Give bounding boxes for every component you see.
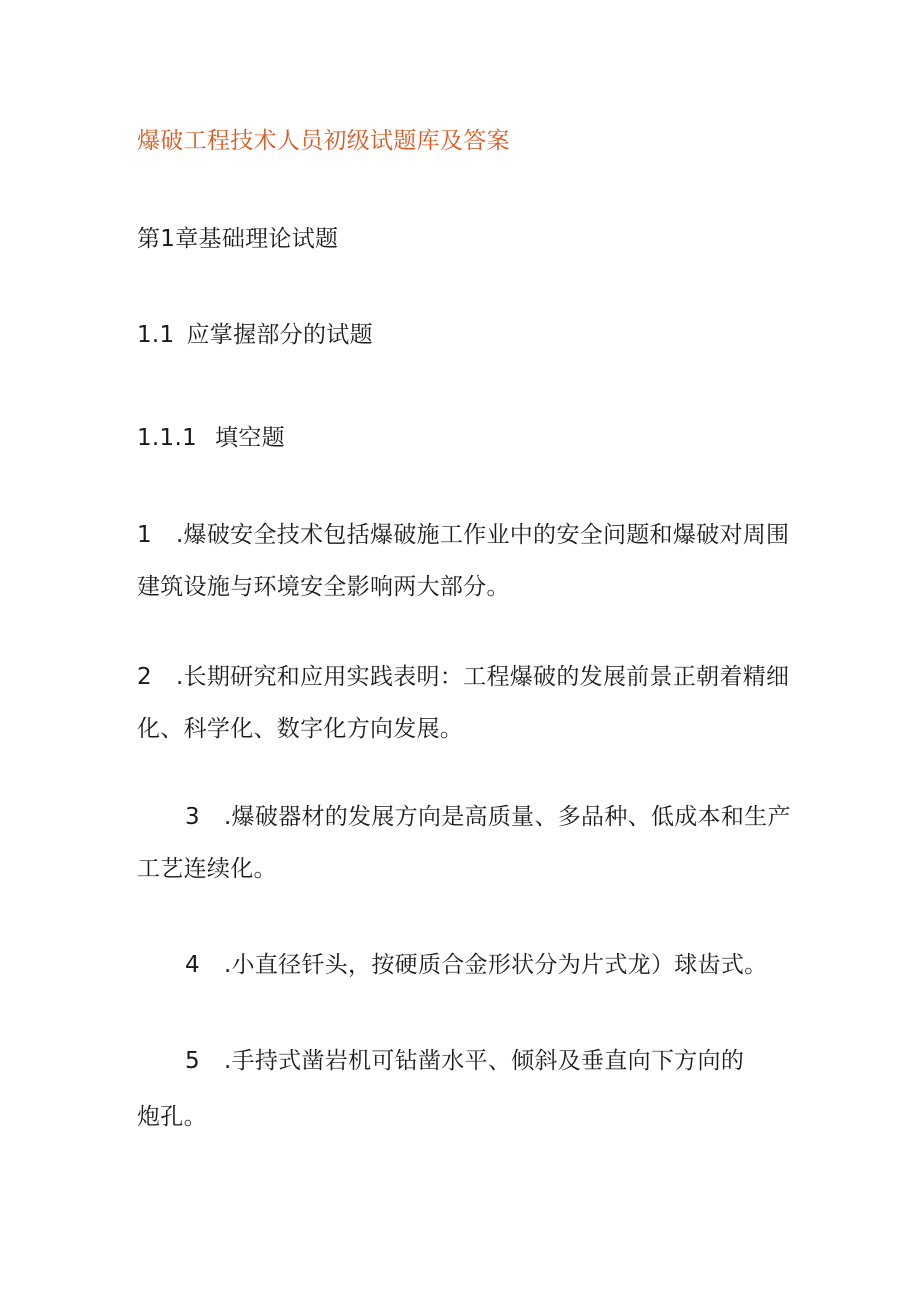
question-number: 4: [185, 952, 200, 978]
question-text: .爆破器材的发展方向是高质量、多品种、低成本和生产: [223, 804, 791, 830]
question-3: [137, 800, 791, 886]
question-text-continued: 工艺连续化。: [137, 856, 277, 882]
question-number: 5: [185, 1048, 200, 1074]
section-number: 1.1: [137, 322, 175, 348]
question-number: 2: [137, 664, 152, 690]
section-title: 应掌握部分的试题: [186, 322, 373, 348]
question-1: [137, 518, 789, 604]
chapter-heading: 第1章基础理论试题: [137, 226, 339, 252]
question-text: .长期研究和应用实践表明：工程爆破的发展前景正朝着精细: [175, 664, 790, 690]
question-text-continued: 炮孔。: [137, 1104, 207, 1130]
question-number: 3: [185, 804, 200, 830]
question-2: [137, 660, 789, 746]
subsection-heading: [137, 421, 285, 455]
section-heading: [137, 318, 373, 352]
subsection-number: 1.1.1: [137, 425, 198, 451]
document-title: 爆破工程技术人员初级试题库及答案: [137, 128, 510, 154]
question-text: .爆破安全技术包括爆破施工作业中的安全问题和爆破对周围: [175, 522, 790, 548]
question-text-continued: 化、科学化、数字化方向发展。: [137, 716, 464, 742]
question-4: [137, 948, 767, 982]
question-5: [137, 1044, 744, 1134]
subsection-title: 填空题: [215, 425, 285, 451]
question-text: .小直径钎头，按硬质合金形状分为片式龙）球齿式。: [223, 952, 768, 978]
question-text: .手持式凿岩机可钻凿水平、倾斜及垂直向下方向的: [223, 1048, 745, 1074]
question-number: 1: [137, 522, 152, 548]
question-text-continued: 建筑设施与环境安全影响两大部分。: [137, 574, 510, 600]
